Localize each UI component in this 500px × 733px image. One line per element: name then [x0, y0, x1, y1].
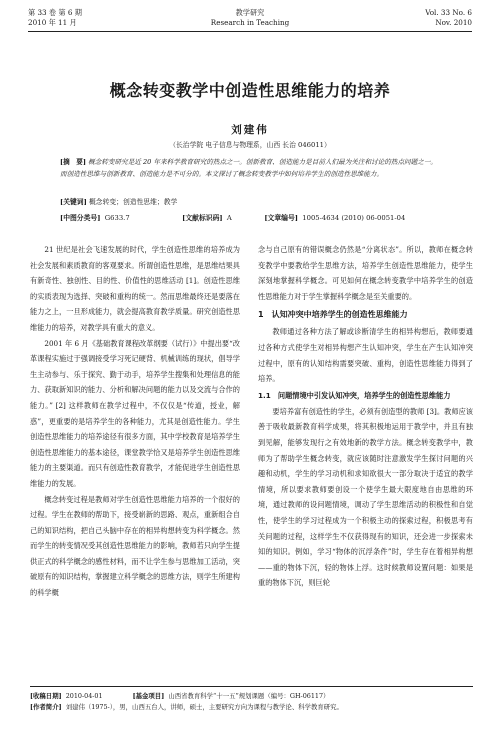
- section-heading-1: 1 认知冲突中培养学生的创造性思维能力: [258, 310, 408, 320]
- keywords: [60, 196, 440, 206]
- fund-value: 山西省教育科学“十一五”规划课题（编号：GH-06117）: [168, 692, 330, 700]
- fund-label: [基金项目]: [132, 692, 165, 700]
- header-rule: [28, 31, 472, 32]
- author-affiliation: （长治学院 电子信息与物理系，山西 长治 046011）: [169, 141, 331, 149]
- journal-name-cn: 教学研究: [235, 8, 265, 17]
- footnote-block: [30, 686, 473, 713]
- volume-issue-en: Vol. 33 No. 6: [425, 8, 472, 17]
- volume-issue: 第 33 卷 第 6 期: [28, 8, 82, 17]
- abstract-text: 概念转变研究是近 20 年来科学教育研究的热点之一。创新教育、创造能力是目前人们最为关注和讨论的热点问题之一。而创造性思维与创新教育、创造能力是不可分的。本文探讨了概念转变教学中如何培养学生的创造性思维能力。: [60, 158, 438, 178]
- header-center: [28, 8, 472, 28]
- body-paragraph: 念与自己原有的错误概念仍然是“分离状态”。所以，教师在概念转变教学中要教给学生思维方法，培养学生创造性思维能力，使学生深刻地掌握科学概念。可见如何在概念转变教学中培养学生的创造性思维能力对于学生掌握科学概念是至关重要的。: [258, 245, 473, 301]
- publication-date-en: Nov. 2010: [435, 18, 472, 27]
- body-paragraph: 要培养富有创造性的学生，必须有创造型的教师 [3]。教师应该善于吸收最新教育科学成果，将其积极地运用于教学中，并且有独到见解，能够发现行之有效地新的教学方法。概念转变教学中，教师为了帮助学生概念转变，就应该随时注意激发学生探讨问题的兴趣和动机，学生的学习动机和求知欲很大一部分取决于适宜的教学情境，所以要求教师要创设一个使学生最大限度地自由思维的环境，通过教师的设问题情境，调动了学生思维活动的积极性和自觉性，使学生的学习过程成为一个积极主动的探索过程，积极思考有关问题的过程，这样学生不仅获得现有的知识，还会进一步探索未知的知识。例如，学习“物体的沉浮条件”时，学生存在着相异构想——重的物体下沉，轻的物体上浮。这时候教师设置问题：如果是重的物体下沉，则巨轮: [258, 406, 473, 588]
- right-column: [258, 242, 473, 591]
- clc-label: [中图分类号]: [60, 214, 101, 222]
- journal-name-en: Research in Teaching: [210, 18, 290, 27]
- running-header: [28, 8, 472, 42]
- header-right: [425, 8, 472, 28]
- footnote-line-1: [30, 691, 473, 702]
- article-no-value: 1005-4634 (2010) 06-0051-04: [302, 214, 406, 222]
- clc-value: G633.7: [104, 214, 130, 222]
- article-title: 概念转变教学中创造性思维能力的培养: [109, 81, 391, 100]
- received-date: 2010-04-01: [65, 692, 103, 700]
- section-heading-1-1: 1.1 问题情境中引发认知冲突，培养学生的创造性思维能力: [258, 390, 451, 400]
- body-paragraph: 概念转变过程是教师对学生创造性思维能力培养的一个很好的过程。学生在教师的帮助下，接受崭新的思路、观点，重新组合自己的知识结构，把自己头脑中存在的相异构想转变为科学概念。然而学生的转变情况受其创造性思维能力的影响，教师若只向学生提供正式的科学概念的感性材料，而不让学生参与思维加工活动，突破原有的知识结构，掌握建立科学概念的思维方法，则学生所建构的科学概: [30, 494, 240, 598]
- article-no-label: [文章编号]: [264, 214, 298, 222]
- author-bio-label: [作者简介]: [30, 703, 62, 711]
- keywords-text: 概念转变；创造性思维；教学: [89, 198, 178, 206]
- body-paragraph: 教师通过各种方法了解或诊断清学生的相异构想后，教师要通过各种方式使学生对相异构想产生认知冲突，学生在产生认知冲突过程中，原有的认知结构需要突破、重构，创造性思维能力得到了培养。: [258, 327, 473, 384]
- left-column: [30, 242, 240, 601]
- received-label: [收稿日期]: [30, 692, 62, 700]
- author-bio: 刘建伟（1975-），男，山西五台人，讲师，硕士，主要研究方向为课程与教学论、科学教育研究。: [65, 703, 343, 711]
- body-paragraph: 2001 年 6 月《基础教育课程改革纲要（试行）》中提出要“改革课程实施过于强调接受学习死记硬背、机械训练的现状，倡导学生主动参与、乐于探究、勤于动手，培养学生搜集和处理信息的能力、获取新知识的能力、分析和解决问题的能力以及交流与合作的能力。” [2] 这样教师在教学过程中，不仅仅是“传道，授业，解惑”，更重要的是培养学生的各种能力，尤其是创造性能力。学生创造性思维能力的培养途径有很多方面，其中学校教育是培养学生创造性思维能力的基本途径，课堂教学恰又是培养学生创造性思维能力的主要渠道。而只有创造性教育教学，才能促进学生创造性思维能力的发展。: [30, 338, 240, 488]
- article-author: 刘建伟: [231, 124, 269, 136]
- abstract: [60, 157, 440, 180]
- doc-code-value: A: [226, 214, 232, 222]
- body-paragraph: 21 世纪是社会飞速发展的时代，学生创造性思维的培养成为社会发展和素质教育的客观要求。所谓创造性思维，是思维结果具有新奇性、独创性、目的性、价值性的思维活动 [1]。创造性思维的实质表现为选择、突破和重构的统一。然而思维最终还是要落在能力之上，一旦形成能力，就会提高教育教学质量。研究创造性思维能力的培养，对教学具有重大的意义。: [30, 245, 240, 332]
- doc-code-label: [文献标识码]: [182, 214, 223, 222]
- publication-date: 2010 年 11 月: [28, 18, 77, 27]
- footnote-line-2: [30, 702, 473, 713]
- keywords-label: [关键词]: [60, 198, 87, 206]
- classification-line: [60, 212, 440, 222]
- abstract-label: [摘 要]: [60, 158, 87, 166]
